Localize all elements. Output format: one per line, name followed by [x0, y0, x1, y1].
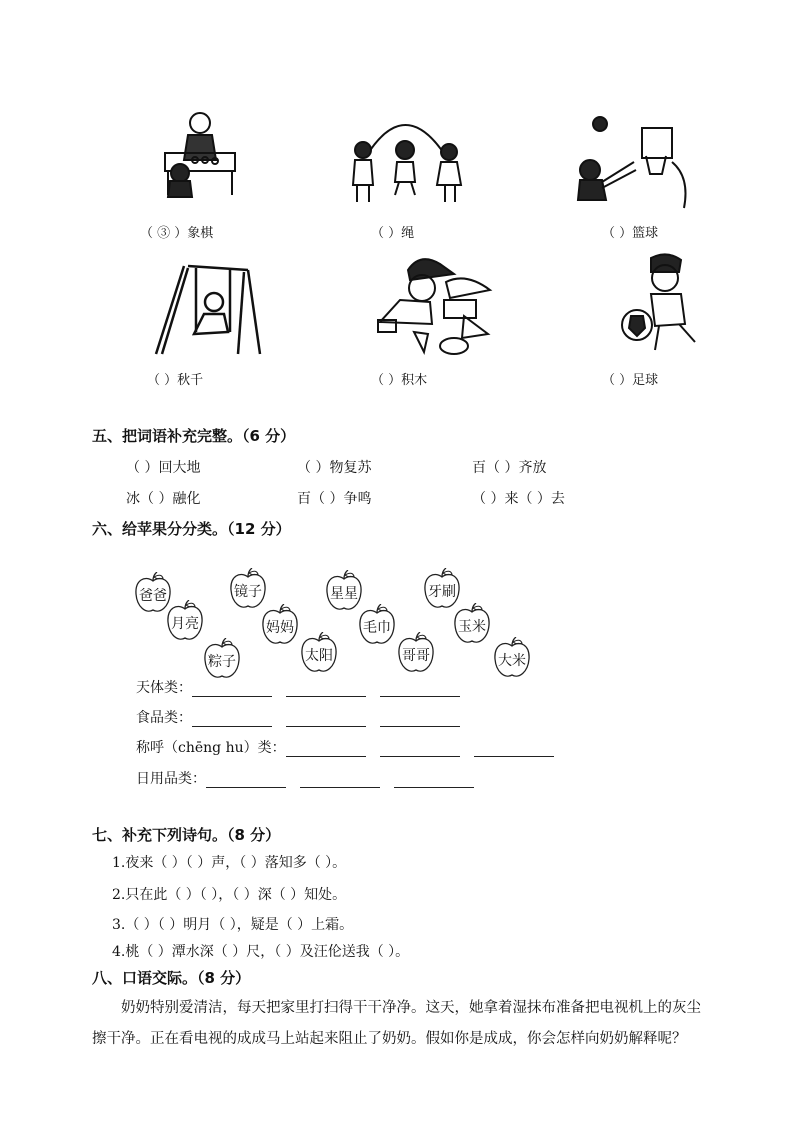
answer-blank[interactable] [380, 740, 460, 757]
apple-label: 牙刷 [428, 584, 456, 600]
caption-basketball [602, 222, 658, 241]
apple-label: 毛巾 [363, 620, 391, 636]
section5-title: 五、把词语补充完整。（6 分） [92, 427, 296, 445]
poem-line-4: 4.桃（ ）潭水深（ ）尺，（ ）及汪伦送我（ ）。 [112, 944, 410, 960]
caption-chess [140, 222, 213, 241]
basketball-picture [572, 112, 692, 210]
caption-answer-chess: （ ③ ） [140, 226, 188, 241]
category-celestial-label: 天体类： [136, 680, 192, 696]
answer-blank[interactable] [474, 740, 554, 757]
apple-word[interactable] [297, 632, 341, 676]
category-address-label: 称呼（chēng hu）类： [136, 740, 286, 756]
caption-blocks [371, 369, 427, 388]
apple-word[interactable] [394, 632, 438, 676]
answer-blank[interactable] [192, 710, 272, 727]
apple-label: 大米 [498, 653, 526, 669]
idiom-4: 冰（ ）融化 [126, 491, 201, 507]
soccer-picture [615, 250, 705, 360]
answer-blank[interactable] [380, 710, 460, 727]
caption-swing [147, 369, 203, 388]
category-daily-goods [136, 768, 488, 788]
chess-picture [150, 105, 245, 200]
answer-blank[interactable] [286, 740, 366, 757]
building-blocks-picture [370, 252, 500, 360]
section7-title: 七、补充下列诗句。（8 分） [92, 826, 281, 844]
category-daily-goods-label: 日用品类： [136, 771, 206, 787]
category-celestial [136, 677, 474, 697]
apple-word[interactable] [450, 603, 494, 647]
apple-word[interactable] [355, 604, 399, 648]
poem-line-1: 1.夜来（ ）（ ）声，（ ）落知多（ ）。 [112, 855, 347, 871]
apple-label: 月亮 [171, 616, 199, 632]
section8-title: 八、口语交际。（8 分） [92, 969, 251, 987]
caption-word-soccer: 足球 [632, 373, 659, 388]
answer-blank[interactable] [380, 680, 460, 697]
caption-answer-soccer: （ ） [602, 373, 633, 388]
caption-word-swing: 秋千 [177, 373, 204, 388]
dialogue-paragraph: 奶奶特别爱清洁，每天把家里打扫得干干净净。这天，她拿着湿抹布准备把电视机上的灰尘擦干净。正在看电视的成成马上站起来阻止了奶奶。假如你是成成，你会怎样向奶奶解释呢？ [92, 1000, 701, 1047]
category-food [136, 707, 474, 727]
answer-blank[interactable] [300, 771, 380, 788]
apple-label: 爸爸 [139, 588, 167, 604]
idiom-2: （ ）物复苏 [297, 460, 372, 476]
caption-soccer [602, 369, 658, 388]
caption-word-blocks: 积木 [401, 373, 428, 388]
swing-picture [148, 262, 263, 360]
answer-blank[interactable] [286, 680, 366, 697]
caption-answer-basketball: （ ） [602, 226, 633, 241]
caption-rope [371, 222, 414, 241]
answer-blank[interactable] [206, 771, 286, 788]
section6-title: 六、给苹果分分类。（12 分） [92, 520, 291, 538]
poem-line-2: 2.只在此（ ）（ ），（ ）深（ ）知处。 [112, 887, 347, 903]
apple-label: 玉米 [458, 619, 486, 635]
answer-blank[interactable] [286, 710, 366, 727]
idiom-5: 百（ ）争鸣 [297, 491, 372, 507]
idiom-3: 百（ ）齐放 [472, 460, 547, 476]
apple-word[interactable] [258, 604, 302, 648]
apple-label: 镜子 [234, 584, 262, 600]
apple-label: 星星 [330, 586, 358, 602]
answer-blank[interactable] [192, 680, 272, 697]
apple-label: 粽子 [208, 654, 236, 670]
caption-answer-blocks: （ ） [371, 373, 402, 388]
caption-word-basketball: 篮球 [632, 226, 659, 241]
apple-label: 哥哥 [402, 648, 430, 664]
apple-label: 太阳 [305, 648, 333, 664]
idiom-1: （ ）回大地 [126, 460, 201, 476]
caption-word-rope: 绳 [401, 226, 415, 241]
jump-rope-picture [345, 110, 475, 205]
category-address [136, 737, 568, 757]
caption-answer-swing: （ ） [147, 373, 178, 388]
category-food-label: 食品类： [136, 710, 192, 726]
apple-word[interactable] [200, 638, 244, 682]
poem-line-3: 3.（ ）（ ）明月（ ），疑是（ ）上霜。 [112, 917, 354, 933]
caption-answer-rope: （ ） [371, 226, 402, 241]
apple-label: 妈妈 [266, 620, 294, 636]
apple-word[interactable] [490, 637, 534, 681]
answer-blank[interactable] [394, 771, 474, 788]
idiom-6: （ ）来（ ）去 [472, 491, 565, 507]
caption-word-chess: 象棋 [187, 226, 214, 241]
